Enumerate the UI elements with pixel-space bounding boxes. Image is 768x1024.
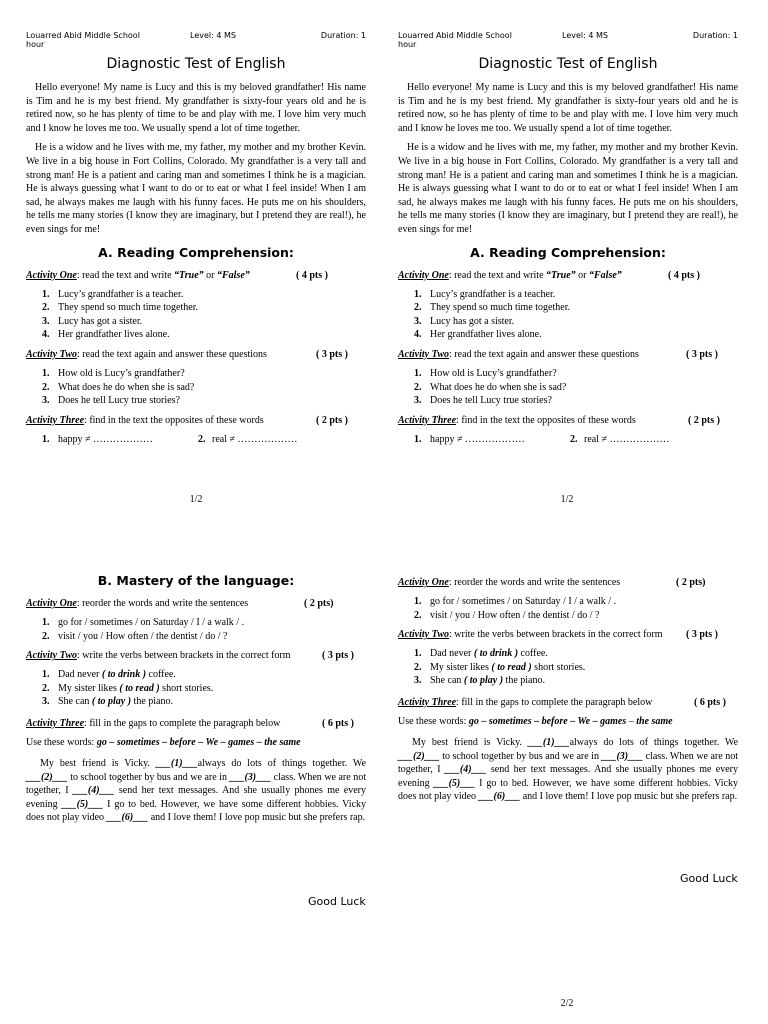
list-item: 1. go for / sometimes / on Saturday / I / a walk / .: [42, 617, 245, 628]
opposite-word-real: real ≠ ………………: [584, 433, 670, 445]
instruction-text: : reorder the words and write the sentences: [448, 577, 621, 588]
list-item: 2. visit / you / How often / the dentist / do / ?: [42, 630, 228, 642]
instruction-text: : fill in the gaps to complete the paragraph below: [456, 696, 653, 708]
list-item: 1. Lucy’s grandfather is a teacher.: [414, 288, 556, 300]
good-luck: Good Luck: [308, 895, 366, 908]
list-item: 3. Does he tell Lucy true stories?: [42, 395, 180, 407]
points: ( 2 pts): [676, 577, 706, 588]
list-item: 4. Her grandfather lives alone.: [42, 329, 170, 341]
list-item: 3. Lucy has got a sister.: [414, 315, 515, 327]
opposite-word-happy: happy ≠ ………………: [430, 433, 525, 445]
list-item: 1. Dad never ( to drink ) coffee.: [42, 669, 176, 681]
activity-three-instruction: [26, 414, 366, 427]
text-paragraph-2: He is a widow and he lives with me, my father, my mother and my brother Kevin. We live in a big house in Fort Collins, Colorado. My grandfather is a very tall and strong man! He is a patient and caring man and sometimes I think he is a magician. He is always guessing what I want to do or to eat or what I feel inside! When I am sad, he always makes me laugh with his funny faces. He puts me on his shoulders, he tells me many stories (I know they are imaginary, but I pretend they are real!), he even sings for me!: [398, 142, 738, 235]
activity-name: Activity Three: [26, 717, 85, 729]
word-bank-words: go – sometimes – before – We – games: [468, 715, 627, 727]
activity-two-list: [26, 668, 366, 709]
activity-one-list: [26, 288, 366, 342]
false-label: “False”: [217, 269, 250, 281]
section-b-title: B. Mastery of the language:: [97, 573, 295, 588]
page-number: 1/2: [189, 494, 203, 505]
activity-name: Activity One: [398, 577, 449, 588]
activity-two-instruction: [398, 348, 738, 361]
page-number: 1/2: [560, 494, 574, 505]
school-name: Louarred Abid Middle School hour: [26, 31, 140, 49]
word-bank: [26, 736, 366, 749]
activity-name: Activity Two: [398, 348, 450, 360]
activity-one-list: [398, 595, 738, 622]
activity-two-instruction: [26, 649, 366, 662]
section-a-title: A. Reading Comprehension:: [98, 244, 294, 260]
instruction-text: : write the verbs between brackets in the correct form: [449, 629, 663, 641]
points: ( 3 pts ): [686, 348, 718, 360]
list-item: 1. Lucy’s grandfather is a teacher.: [42, 288, 184, 300]
activity-name: Activity Three: [26, 414, 85, 426]
instruction-text: : fill in the gaps to complete the paragraph below: [84, 717, 281, 729]
points: ( 4 pts ): [668, 269, 700, 281]
instruction-text: : write the verbs between brackets in the correct form: [77, 650, 291, 662]
activity-name: Activity Three: [398, 414, 457, 426]
false-label: “False”: [589, 269, 622, 281]
header: [26, 31, 366, 55]
list-item: 4. Her grandfather lives alone.: [414, 329, 542, 341]
opposite-word-happy: happy ≠ ………………: [58, 433, 153, 445]
word-bank-words: go – sometimes – before – We – games – the same: [96, 736, 301, 748]
points: ( 6 pts ): [694, 696, 726, 708]
activity-name: Activity Two: [26, 348, 78, 360]
points: ( 6 pts ): [322, 717, 354, 729]
instruction-text: : read the text again and answer these questions: [77, 348, 267, 360]
page2-right: [398, 576, 738, 804]
opposite-word-real: real ≠ ………………: [212, 433, 298, 445]
points: ( 2 pts ): [688, 414, 720, 426]
gap-fill-paragraph: My best friend is Vicky. ___(1)___always do lots of things together. We ___(2)___ to school together by bus and we are in ___(3)___ class. When we are not together, I ___(4)___ send her text messages. And she usually phones me every evening ___(5)___ I go to bed. However, we have some different hobbies. Vicky does not play video ___(6)___ and I love them! I love pop music but she prefers rap.: [26, 757, 367, 824]
list-item: 1. go for / sometimes / on Saturday / I / a walk / .: [414, 596, 617, 607]
test-title: Diagnostic Test of English: [106, 56, 286, 72]
opposites-row: [398, 433, 738, 447]
item-number: 2.: [570, 433, 578, 445]
duration: Duration: 1: [320, 31, 366, 40]
list-item: 2. My sister likes ( to read ) short stories.: [414, 661, 586, 673]
activity-name: Activity Three: [398, 696, 457, 708]
activity-name: Activity One: [26, 269, 77, 281]
points: ( 2 pts): [304, 598, 334, 609]
activity-one-instruction: [398, 269, 738, 282]
instruction-text: : find in the text the opposites of these words: [84, 414, 264, 426]
word-bank-label: Use these words:: [26, 736, 97, 748]
points: ( 2 pts ): [316, 414, 348, 426]
activity-two-list: [26, 367, 366, 408]
page1-right: [398, 31, 738, 447]
activity-one-list: [398, 288, 738, 342]
opposites-row: [26, 433, 366, 447]
points: ( 3 pts ): [322, 650, 354, 662]
page1-left: [26, 31, 366, 447]
instruction-text: : reorder the words and write the sentences: [76, 598, 249, 609]
gap-fill-paragraph: My best friend is Vicky. ___(1)___always do lots of things together. We ___(2)___ to school together by bus and we are in ___(3)___ class. When we are not together, I ___(4)___ send her text messages. And she usually phones me every evening ___(5)___ I go to bed. However, we have some different hobbies. Vicky does not play video ___(6)___ and I love them! I love pop music but she prefers rap.: [398, 736, 739, 803]
item-number: 1.: [414, 433, 422, 445]
text-paragraph-2: He is a widow and he lives with me, my father, my mother and my brother Kevin. We live in a big house in Fort Collins, Colorado. My grandfather is a very tall and strong man! He is a patient and caring man and sometimes I think he is a magician. He is always guessing what I want to do or to eat or what I feel inside! When I am sad, he always makes me laugh with his funny faces. He puts me on his shoulders, he tells me many stories (I know they are imaginary, but I pretend they are real!), he even sings for me!: [26, 142, 366, 235]
activity-name: Activity One: [26, 598, 77, 609]
list-item: 3. She can ( to play ) the piano.: [42, 696, 173, 708]
item-number: 2.: [198, 433, 206, 445]
item-number: 1.: [42, 433, 50, 445]
text-paragraph-1: Hello everyone! My name is Lucy and this is my beloved grandfather! His name is Tim and he is my best friend. My grandfather is sixty-four years old and he is retired now, so he has plenty of time to be and play with me. I love him very much and I know he loves me too. We usually spend a lot of time together.: [26, 82, 366, 134]
list-item: 3. Lucy has got a sister.: [42, 315, 143, 327]
or-text: or: [203, 269, 217, 281]
activity-three-instruction: [398, 696, 738, 709]
or-text: or: [575, 269, 589, 281]
true-label: “True”: [174, 269, 204, 281]
activity-name: Activity Two: [398, 629, 450, 641]
list-item: 2. visit / you / How often / the dentist / do / ?: [414, 609, 600, 621]
list-item: 2. What does he do when she is sad?: [414, 381, 567, 393]
word-bank-label: Use these words:: [398, 715, 469, 727]
activity-three-instruction: [26, 717, 366, 730]
activity-one-instruction: [398, 576, 738, 589]
test-title: Diagnostic Test of English: [478, 56, 658, 72]
list-item: 2. They spend so much time together.: [42, 302, 198, 314]
word-bank: [398, 715, 738, 728]
list-item: 2. My sister likes ( to read ) short stories.: [42, 682, 214, 694]
points: ( 3 pts ): [316, 348, 348, 360]
level: Level: 4 MS: [562, 31, 608, 40]
school-name: Louarred Abid Middle School hour: [398, 31, 512, 49]
list-item: 1. How old is Lucy’s grandfather?: [42, 367, 185, 379]
points: ( 3 pts ): [686, 629, 718, 641]
activity-name: Activity Two: [26, 650, 78, 662]
points: ( 4 pts ): [296, 269, 328, 281]
level: Level: 4 MS: [190, 31, 236, 40]
activity-name: Activity One: [398, 269, 449, 281]
activity-three-instruction: [398, 414, 738, 427]
activity-one-instruction: [26, 269, 366, 282]
activity-two-list: [398, 647, 738, 688]
instruction-text: : read the text and write: [76, 269, 175, 281]
list-item: 1. How old is Lucy’s grandfather?: [414, 367, 557, 379]
word-bank-separator: –: [626, 715, 637, 727]
section-a-title: A. Reading Comprehension:: [470, 244, 666, 260]
page2-left: [26, 573, 366, 825]
list-item: 3. She can ( to play ) the piano.: [414, 675, 545, 687]
list-item: 2. What does he do when she is sad?: [42, 381, 195, 393]
activity-two-list: [398, 367, 738, 408]
instruction-text: : read the text again and answer these questions: [449, 348, 639, 360]
page-number: 2/2: [560, 998, 574, 1009]
good-luck: Good Luck: [680, 872, 738, 885]
list-item: 2. They spend so much time together.: [414, 302, 570, 314]
activity-two-instruction: [26, 348, 366, 361]
activity-two-instruction: [398, 628, 738, 641]
instruction-text: : find in the text the opposites of these words: [456, 414, 636, 426]
activity-one-instruction: [26, 597, 366, 610]
duration: Duration: 1: [692, 31, 738, 40]
text-paragraph-1: Hello everyone! My name is Lucy and this is my beloved grandfather! His name is Tim and he is my best friend. My grandfather is sixty-four years old and he is retired now, so he has plenty of time to be and play with me. I love him very much and I know he loves me too. We usually spend a lot of time together.: [398, 82, 738, 134]
list-item: 1. Dad never ( to drink ) coffee.: [414, 648, 548, 660]
word-bank-last-word: the same: [636, 715, 673, 727]
activity-one-list: [26, 616, 366, 643]
instruction-text: : read the text and write: [448, 269, 547, 281]
true-label: “True”: [546, 269, 576, 281]
list-item: 3. Does he tell Lucy true stories?: [414, 395, 552, 407]
header: [398, 31, 738, 55]
